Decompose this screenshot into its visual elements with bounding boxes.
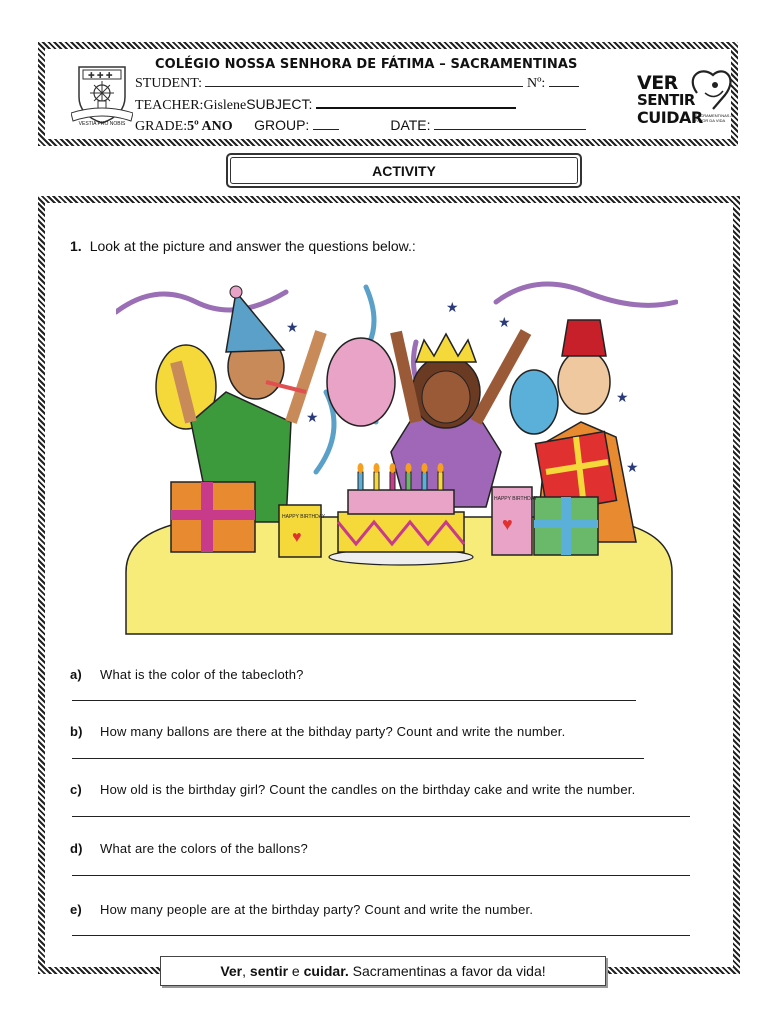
question-d-letter: d) — [70, 841, 83, 856]
svg-text:♥: ♥ — [502, 514, 513, 534]
ver-sentir-cuidar-logo — [635, 63, 735, 139]
teacher-name: Gislene — [203, 98, 247, 113]
question-c-letter: c) — [70, 782, 82, 797]
logo-small-text: SACRAMENTINAS A FAVOR DA VIDA — [695, 113, 733, 123]
birthday-party-illustration — [116, 272, 678, 642]
question-b — [70, 724, 710, 739]
header-box — [38, 42, 738, 146]
blue-balloon — [510, 370, 558, 434]
subject-label: SUBJECT: — [246, 96, 313, 112]
question-a-letter: a) — [70, 667, 82, 682]
student-blank[interactable] — [205, 75, 523, 87]
footer-ver: Ver — [220, 963, 243, 979]
school-crest-icon — [71, 63, 133, 127]
question-a-text: What is the color of the tabecloth? — [100, 667, 304, 682]
subject-blank[interactable] — [316, 97, 516, 109]
question-c — [70, 782, 710, 797]
question-1-text: Look at the picture and answer the questions below.: — [89, 238, 416, 254]
group-blank[interactable] — [313, 118, 339, 130]
question-1-number: 1. — [70, 238, 82, 254]
svg-text:★: ★ — [286, 319, 299, 335]
grade-value: 5º ANO — [187, 119, 233, 134]
answer-line-d[interactable] — [72, 875, 690, 876]
student-label: STUDENT: — [135, 76, 202, 91]
activity-title-box — [226, 153, 582, 188]
question-b-letter: b) — [70, 724, 83, 739]
date-blank[interactable] — [434, 118, 586, 130]
svg-text:★: ★ — [626, 459, 639, 475]
footer-comma: , — [242, 963, 250, 979]
svg-text:★: ★ — [616, 389, 629, 405]
logo-cuidar: CUIDAR — [637, 108, 703, 127]
footer-rest: Sacramentinas a favor da vida! — [348, 963, 546, 979]
question-e — [70, 902, 710, 917]
card-text-right: HAPPY BIRTHDAY — [494, 496, 538, 502]
teacher-label: TEACHER: — [135, 98, 204, 113]
grade-line — [135, 117, 586, 135]
present-left — [171, 482, 255, 552]
svg-text:★: ★ — [498, 314, 511, 330]
activity-title: ACTIVITY — [230, 157, 578, 184]
card-text-left: HAPPY BIRTHDAY — [282, 514, 326, 520]
svg-text:★: ★ — [306, 409, 319, 425]
question-1 — [70, 238, 416, 254]
answer-line-c[interactable] — [72, 816, 690, 817]
footer-sentir: sentir — [249, 963, 289, 979]
question-e-text: How many people are at the birthday party? Count and write the number. — [100, 902, 534, 917]
student-line — [135, 75, 579, 92]
footer-motto — [160, 956, 606, 986]
answer-line-b[interactable] — [72, 758, 644, 759]
number-blank[interactable] — [549, 75, 579, 87]
question-a — [70, 667, 710, 682]
school-name: COLÉGIO NOSSA SENHORA DE FÁTIMA – SACRAMENTINAS — [155, 57, 578, 72]
svg-text:♥: ♥ — [292, 529, 302, 546]
answer-line-e[interactable] — [72, 935, 690, 936]
question-d-text: What are the colors of the ballons? — [100, 841, 308, 856]
svg-text:★: ★ — [446, 299, 459, 315]
number-label: Nº: — [526, 76, 546, 91]
logo-ver: VER — [637, 72, 678, 94]
question-e-letter: e) — [70, 902, 82, 917]
date-label: DATE: — [390, 117, 431, 133]
logo-sentir: SENTIR — [637, 91, 695, 109]
crest-motto: VESTIA PRO NOBIS — [78, 121, 126, 127]
grade-label: GRADE: — [135, 119, 188, 134]
pink-balloon — [327, 338, 395, 426]
svg-text:✚ ✚ ✚: ✚ ✚ ✚ — [88, 71, 113, 80]
footer-cuidar: cuidar. — [303, 963, 349, 979]
present-right — [534, 497, 598, 555]
question-c-text: How old is the birthday girl? Count the candles on the birthday cake and write the number. — [100, 782, 636, 797]
question-b-text: How many ballons are there at the bithday party? Count and write the number. — [100, 724, 566, 739]
birthday-card-right — [492, 487, 538, 555]
footer-conj: e — [288, 963, 304, 979]
teacher-line — [135, 96, 516, 114]
birthday-card-left — [279, 505, 326, 557]
group-label: GROUP: — [254, 117, 310, 133]
question-d — [70, 841, 710, 856]
answer-line-a[interactable] — [72, 700, 636, 701]
